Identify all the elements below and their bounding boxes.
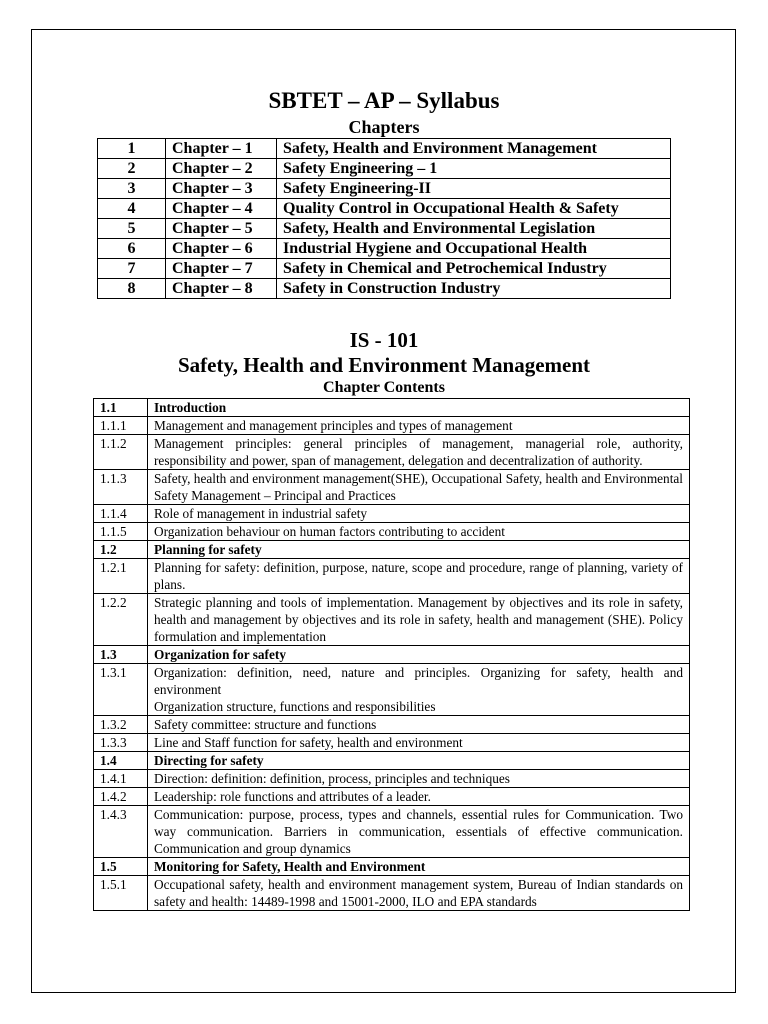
- contents-table: [93, 398, 690, 911]
- chapter-number: 2: [98, 159, 166, 179]
- topic-text-cell: [148, 594, 690, 646]
- topic-code: 1.1: [94, 399, 148, 417]
- topic-row: [94, 788, 690, 806]
- course-title: Safety, Health and Environment Management: [177, 353, 591, 377]
- section-row: [94, 399, 690, 417]
- chapter-row: [98, 179, 671, 199]
- topic-text: Safety committee: structure and functions: [154, 717, 377, 732]
- topic-row: [94, 417, 690, 435]
- topic-row: [94, 559, 690, 594]
- section-row: [94, 646, 690, 664]
- topic-row: [94, 470, 690, 505]
- topic-text: Planning for safety: [154, 542, 262, 557]
- topic-text-cell: [148, 770, 690, 788]
- topic-text-cell: [148, 646, 690, 664]
- topic-text: Organization behaviour on human factors contributing to accident: [154, 524, 505, 539]
- chapters-table: [97, 138, 671, 299]
- chapter-label: Chapter – 5: [166, 219, 277, 239]
- topic-text-cell: [148, 417, 690, 435]
- topic-text: Management principles: general principles of management, managerial role, authority, responsibility and power, span of management, delegation and decentralization of authority.: [154, 436, 683, 468]
- topic-text-cell: [148, 788, 690, 806]
- topic-text: Introduction: [154, 400, 227, 415]
- chapter-number: 8: [98, 279, 166, 299]
- chapter-row: [98, 259, 671, 279]
- topic-text-cell: [148, 858, 690, 876]
- chapter-number: 5: [98, 219, 166, 239]
- chapter-title: Safety Engineering-II: [277, 179, 671, 199]
- chapter-number: 3: [98, 179, 166, 199]
- topic-text: Line and Staff function for safety, health and environment: [154, 735, 463, 750]
- topic-text-cell: [148, 734, 690, 752]
- chapter-row: [98, 239, 671, 259]
- topic-code: 1.4.2: [94, 788, 148, 806]
- topic-row: [94, 505, 690, 523]
- topic-text: Monitoring for Safety, Health and Environment: [154, 859, 426, 874]
- topic-text-cell: [148, 523, 690, 541]
- topic-code: 1.2.1: [94, 559, 148, 594]
- topic-text: Strategic planning and tools of implementation. Management by objectives and its role in safety, health and management by objectives and its role in safety, health and management (SHE). Policy formulation and implementation: [154, 595, 683, 644]
- topic-code: 1.1.2: [94, 435, 148, 470]
- topic-text: Organization for safety: [154, 647, 286, 662]
- topic-code: 1.1.5: [94, 523, 148, 541]
- contents-heading: Chapter Contents: [323, 379, 445, 396]
- chapter-row: [98, 199, 671, 219]
- topic-code: 1.1.1: [94, 417, 148, 435]
- topic-text-cell: [148, 541, 690, 559]
- chapter-label: Chapter – 3: [166, 179, 277, 199]
- section-row: [94, 752, 690, 770]
- topic-text: Occupational safety, health and environment management system, Bureau of Indian standards on safety and health: 14489-1998 and 15001-2000, ILO and EPA standards: [154, 877, 683, 909]
- topic-text: Management and management principles and types of management: [154, 418, 513, 433]
- topic-code: 1.5: [94, 858, 148, 876]
- topic-text-cell: [148, 876, 690, 911]
- topic-code: 1.3: [94, 646, 148, 664]
- document-title: SBTET – AP – Syllabus: [268, 88, 500, 113]
- topic-code: 1.1.4: [94, 505, 148, 523]
- topic-code: 1.2: [94, 541, 148, 559]
- chapter-title: Safety in Construction Industry: [277, 279, 671, 299]
- course-code: IS - 101: [349, 328, 419, 352]
- topic-code: 1.2.2: [94, 594, 148, 646]
- topic-text: Leadership: role functions and attributes of a leader.: [154, 789, 431, 804]
- chapter-number: 1: [98, 139, 166, 159]
- chapter-label: Chapter – 1: [166, 139, 277, 159]
- topic-text-cell: [148, 716, 690, 734]
- topic-row: [94, 770, 690, 788]
- topic-row: [94, 716, 690, 734]
- chapter-title: Safety, Health and Environmental Legislation: [277, 219, 671, 239]
- chapter-row: [98, 279, 671, 299]
- topic-text: Direction: definition: definition, process, principles and techniques: [154, 771, 510, 786]
- topic-code: 1.5.1: [94, 876, 148, 911]
- topic-row: [94, 523, 690, 541]
- chapters-heading: Chapters: [348, 117, 420, 137]
- chapter-row: [98, 219, 671, 239]
- topic-row: [94, 594, 690, 646]
- topic-code: 1.4.3: [94, 806, 148, 858]
- topic-text-cell: [148, 752, 690, 770]
- topic-row: [94, 435, 690, 470]
- chapter-label: Chapter – 4: [166, 199, 277, 219]
- chapter-row: [98, 159, 671, 179]
- chapter-title: Safety, Health and Environment Management: [277, 139, 671, 159]
- topic-text: Safety, health and environment management(SHE), Occupational Safety, health and Environmental Safety Management – Principal and Practices: [154, 471, 683, 503]
- chapter-label: Chapter – 2: [166, 159, 277, 179]
- topic-text-cell: [148, 664, 690, 716]
- chapter-row: [98, 139, 671, 159]
- topic-text-continued: Organization structure, functions and responsibilities: [154, 699, 436, 714]
- chapter-title: Quality Control in Occupational Health & Safety: [277, 199, 671, 219]
- chapter-title: Safety Engineering – 1: [277, 159, 671, 179]
- topic-row: [94, 664, 690, 716]
- chapter-number: 7: [98, 259, 166, 279]
- chapter-label: Chapter – 8: [166, 279, 277, 299]
- topic-text-cell: [148, 399, 690, 417]
- topic-code: 1.3.3: [94, 734, 148, 752]
- topic-code: 1.3.2: [94, 716, 148, 734]
- topic-code: 1.4.1: [94, 770, 148, 788]
- topic-code: 1.4: [94, 752, 148, 770]
- chapter-label: Chapter – 6: [166, 239, 277, 259]
- topic-text-cell: [148, 470, 690, 505]
- topic-row: [94, 876, 690, 911]
- chapter-number: 4: [98, 199, 166, 219]
- section-row: [94, 541, 690, 559]
- section-row: [94, 858, 690, 876]
- topic-row: [94, 734, 690, 752]
- topic-text: Communication: purpose, process, types and channels, essential rules for Communication. Two way communication. Barriers in communication, essentials of effective communication. Communication and group dynamics: [154, 807, 683, 856]
- topic-text: Planning for safety: definition, purpose, nature, scope and procedure, range of planning, variety of plans.: [154, 560, 683, 592]
- topic-text: Role of management in industrial safety: [154, 506, 368, 521]
- chapter-label: Chapter – 7: [166, 259, 277, 279]
- chapter-title: Industrial Hygiene and Occupational Health: [277, 239, 671, 259]
- topic-text: Organization: definition, need, nature and principles. Organizing for safety, health and environment: [154, 665, 683, 697]
- topic-text-cell: [148, 505, 690, 523]
- topic-text-cell: [148, 559, 690, 594]
- topic-text-cell: [148, 435, 690, 470]
- topic-code: 1.3.1: [94, 664, 148, 716]
- topic-code: 1.1.3: [94, 470, 148, 505]
- topic-row: [94, 806, 690, 858]
- chapter-number: 6: [98, 239, 166, 259]
- chapter-title: Safety in Chemical and Petrochemical Industry: [277, 259, 671, 279]
- topic-text: Directing for safety: [154, 753, 264, 768]
- topic-text-cell: [148, 806, 690, 858]
